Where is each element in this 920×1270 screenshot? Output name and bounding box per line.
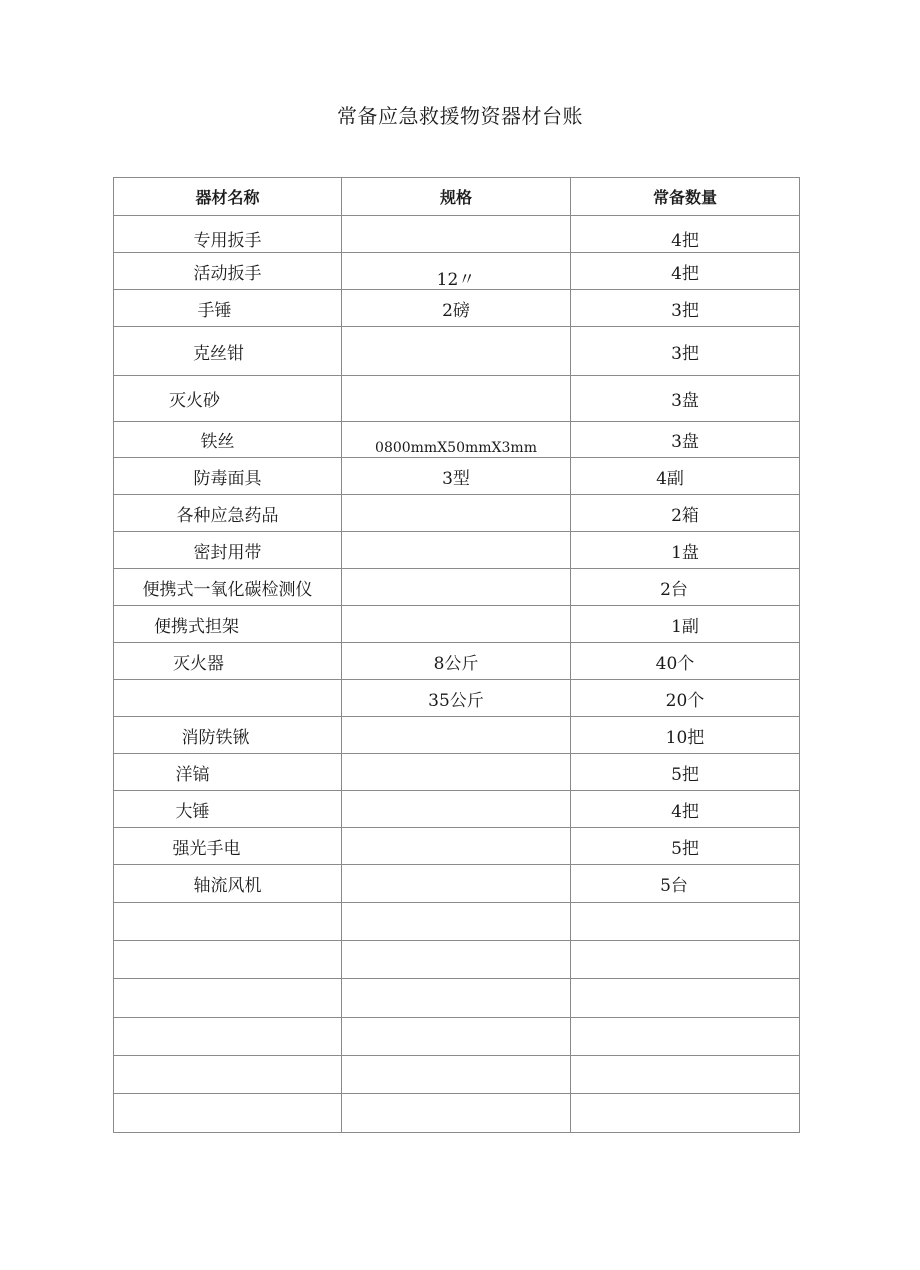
- spec-text: 2磅: [442, 300, 470, 321]
- cell-spec: [342, 754, 571, 791]
- name-text: 大锤: [175, 801, 210, 822]
- table-row: [114, 643, 800, 680]
- table-row: [114, 376, 800, 422]
- inventory-table: [113, 177, 800, 1133]
- table-row: [114, 290, 800, 327]
- page-title: 常备应急救援物资器材台账: [337, 104, 583, 128]
- cell-name: [114, 327, 342, 376]
- qty-text: 4把: [671, 230, 699, 251]
- table-row: [114, 422, 800, 458]
- cell-spec: [342, 680, 571, 717]
- cell-qty: [571, 979, 800, 1018]
- name-text: 洋镐: [175, 764, 210, 785]
- name-text: 克丝钳: [193, 343, 244, 364]
- cell-name: [114, 903, 342, 941]
- qty-text: 4把: [671, 801, 699, 822]
- cell-qty: [571, 327, 800, 376]
- cell-name: [114, 495, 342, 532]
- cell-spec: [342, 791, 571, 828]
- name-text: 防毒面具: [193, 468, 262, 489]
- cell-qty: [571, 941, 800, 979]
- cell-qty: [571, 216, 800, 253]
- table-row: [114, 828, 800, 865]
- cell-qty: [571, 865, 800, 903]
- cell-name: [114, 1056, 342, 1094]
- cell-name: [114, 569, 342, 606]
- qty-text: 10把: [665, 727, 705, 748]
- name-text: 铁丝: [200, 432, 235, 452]
- cell-name: [114, 754, 342, 791]
- cell-spec: [342, 290, 571, 327]
- cell-name: [114, 290, 342, 327]
- cell-name: [114, 216, 342, 253]
- cell-spec: [342, 458, 571, 495]
- table-row: [114, 941, 800, 979]
- qty-text: 5把: [671, 838, 699, 859]
- header-name: 器材名称: [114, 178, 342, 216]
- cell-spec: [342, 1018, 571, 1056]
- table-row: [114, 1094, 800, 1133]
- qty-text: 2台: [660, 579, 688, 600]
- table-row: [114, 979, 800, 1018]
- cell-qty: [571, 569, 800, 606]
- table-row: [114, 327, 800, 376]
- cell-name: [114, 941, 342, 979]
- name-text: 灭火器: [173, 653, 224, 674]
- cell-spec: [342, 422, 571, 458]
- spec-text: 35公斤: [428, 690, 484, 711]
- qty-text: 5把: [671, 764, 699, 785]
- cell-qty: [571, 290, 800, 327]
- name-text: 各种应急药品: [176, 505, 279, 526]
- cell-spec: [342, 828, 571, 865]
- table-row: [114, 903, 800, 941]
- cell-qty: [571, 376, 800, 422]
- qty-text: 40个: [655, 653, 695, 674]
- name-text: 密封用带: [193, 542, 262, 563]
- cell-spec: [342, 903, 571, 941]
- name-text: 便携式一氧化碳检测仪: [142, 579, 313, 600]
- cell-spec: [342, 327, 571, 376]
- header-qty: 常备数量: [571, 178, 800, 216]
- cell-spec: [342, 941, 571, 979]
- cell-qty: [571, 253, 800, 290]
- qty-text: 3盘: [671, 391, 699, 411]
- spec-text: 8公斤: [433, 653, 479, 674]
- cell-spec: [342, 495, 571, 532]
- cell-spec: [342, 979, 571, 1018]
- cell-name: [114, 532, 342, 569]
- qty-text: 1副: [671, 616, 699, 637]
- table-row: [114, 458, 800, 495]
- table-row: [114, 253, 800, 290]
- cell-name: [114, 253, 342, 290]
- qty-text: 1盘: [671, 542, 699, 563]
- qty-text: 3把: [671, 343, 699, 364]
- table-row: [114, 865, 800, 903]
- qty-text: 4副: [656, 468, 684, 489]
- table-row: [114, 754, 800, 791]
- table-row: [114, 680, 800, 717]
- cell-qty: [571, 717, 800, 754]
- cell-name: [114, 1094, 342, 1133]
- cell-spec: [342, 606, 571, 643]
- cell-name: [114, 606, 342, 643]
- cell-spec: [342, 717, 571, 754]
- table-row: [114, 216, 800, 253]
- table-row: [114, 532, 800, 569]
- cell-qty: [571, 1094, 800, 1133]
- name-text: 专用扳手: [193, 230, 262, 251]
- table-row: [114, 606, 800, 643]
- cell-name: [114, 828, 342, 865]
- table-header-row: [114, 178, 800, 216]
- table-row: [114, 569, 800, 606]
- spec-text: 3型: [442, 468, 470, 489]
- cell-name: [114, 422, 342, 458]
- cell-qty: [571, 458, 800, 495]
- header-spec: 规格: [342, 178, 571, 216]
- table-row: [114, 1056, 800, 1094]
- name-text: 活动扳手: [193, 263, 262, 284]
- cell-name: [114, 979, 342, 1018]
- cell-name: [114, 376, 342, 422]
- cell-qty: [571, 643, 800, 680]
- name-text: 灭火砂: [169, 391, 220, 411]
- cell-spec: [342, 216, 571, 253]
- cell-qty: [571, 606, 800, 643]
- cell-qty: [571, 680, 800, 717]
- table-row: [114, 495, 800, 532]
- name-text: 手锤: [197, 300, 232, 321]
- cell-spec: [342, 532, 571, 569]
- cell-qty: [571, 532, 800, 569]
- name-text: 强光手电: [172, 838, 241, 859]
- table-row: [114, 717, 800, 754]
- cell-spec: [342, 643, 571, 680]
- cell-qty: [571, 1018, 800, 1056]
- qty-text: 20个: [665, 690, 705, 711]
- cell-name: [114, 680, 342, 717]
- cell-spec: [342, 865, 571, 903]
- qty-text: 2箱: [671, 505, 699, 526]
- name-text: 便携式担架: [154, 616, 239, 637]
- table-row: [114, 791, 800, 828]
- cell-name: [114, 791, 342, 828]
- qty-text: 5台: [660, 876, 688, 896]
- cell-name: [114, 1018, 342, 1056]
- cell-spec: [342, 1056, 571, 1094]
- qty-text: 3盘: [671, 432, 699, 452]
- cell-qty: [571, 754, 800, 791]
- cell-qty: [571, 1056, 800, 1094]
- table-row: [114, 1018, 800, 1056]
- cell-spec: [342, 569, 571, 606]
- cell-spec: [342, 253, 571, 290]
- cell-name: [114, 717, 342, 754]
- cell-qty: [571, 828, 800, 865]
- name-text: 轴流风机: [193, 876, 262, 896]
- cell-name: [114, 865, 342, 903]
- name-text: 消防铁锹: [181, 727, 250, 748]
- qty-text: 3把: [671, 300, 699, 321]
- cell-name: [114, 643, 342, 680]
- cell-name: [114, 458, 342, 495]
- qty-text: 4把: [671, 263, 699, 284]
- spec-text: 12〃: [436, 269, 476, 290]
- cell-qty: [571, 495, 800, 532]
- cell-spec: [342, 376, 571, 422]
- cell-qty: [571, 903, 800, 941]
- cell-spec: [342, 1094, 571, 1133]
- spec-text: 0800mmX50mmX3mm: [375, 439, 537, 456]
- cell-qty: [571, 422, 800, 458]
- cell-qty: [571, 791, 800, 828]
